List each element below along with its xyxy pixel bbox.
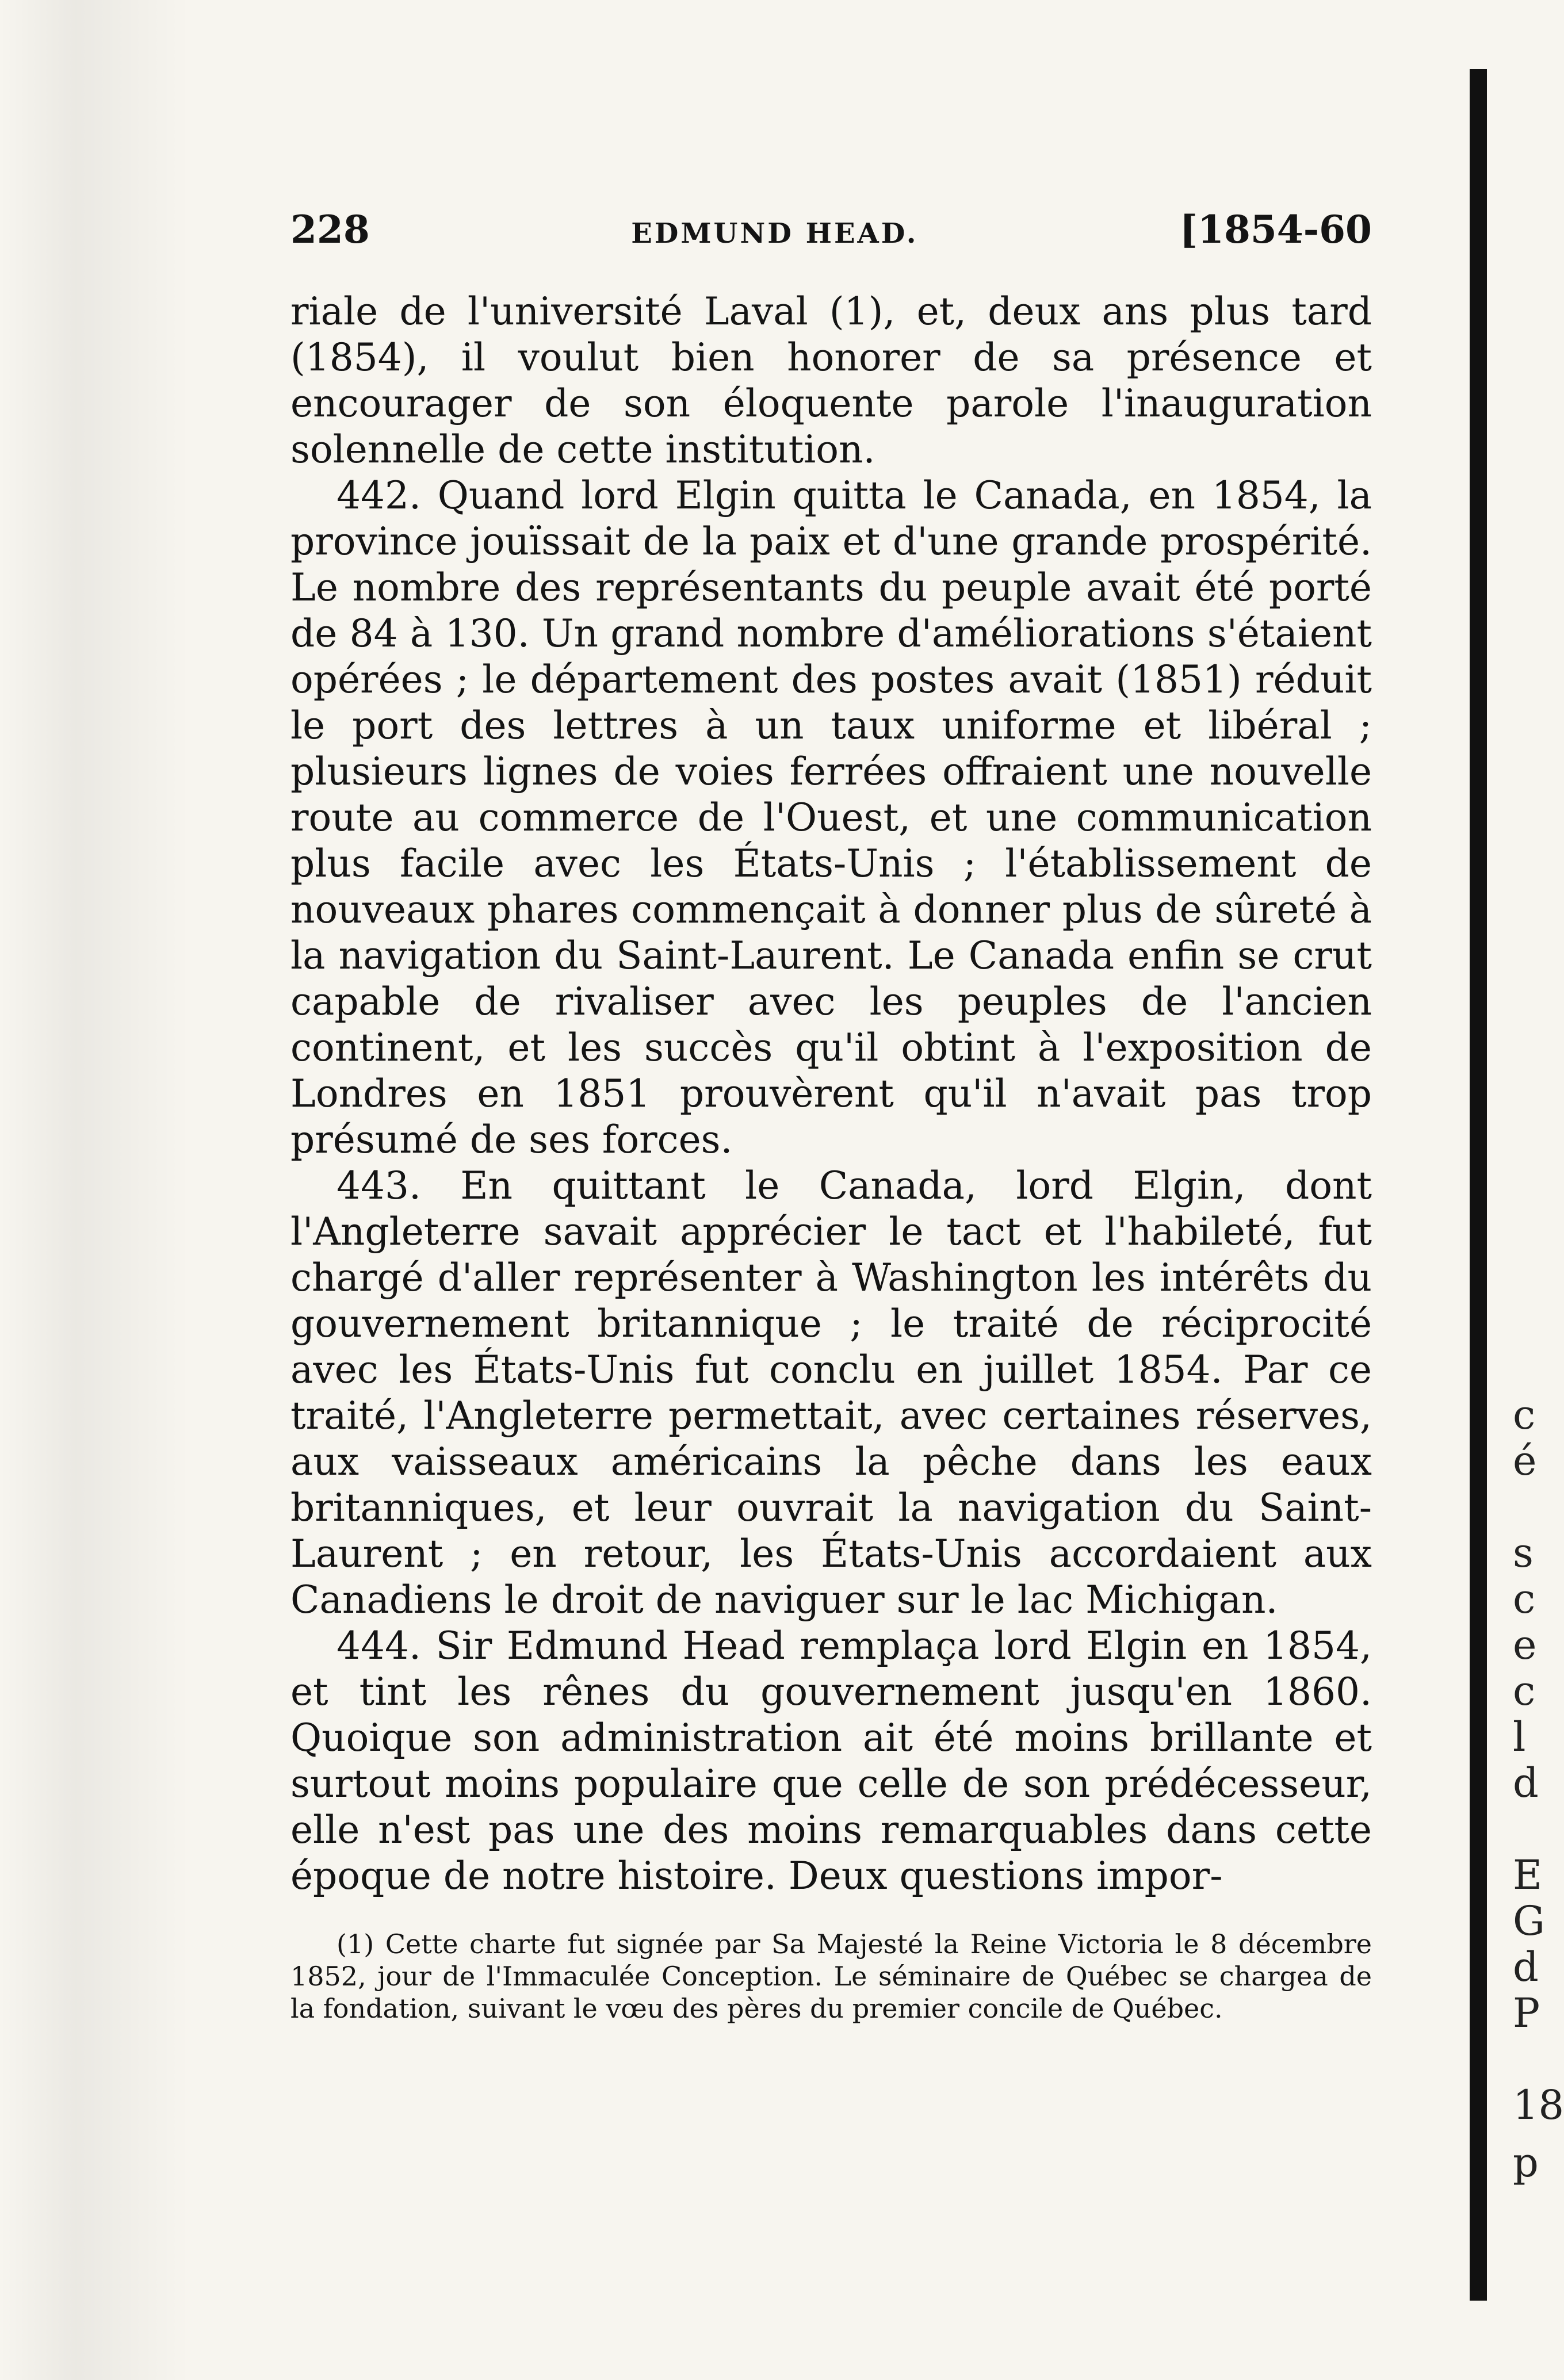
fragment: s: [1513, 1529, 1534, 1577]
page-left-edge: [0, 0, 190, 2380]
fragment: p: [1513, 2139, 1539, 2186]
page-number: 228: [290, 207, 370, 252]
fragment: 18: [1513, 2081, 1564, 2129]
fragment: c: [1513, 1575, 1536, 1623]
body-text: [290, 289, 1372, 1899]
fragment: P: [1513, 1989, 1540, 2037]
page-header: [290, 207, 1372, 252]
fragment: G: [1513, 1897, 1545, 1945]
fragment: c: [1513, 1667, 1536, 1715]
fragment: é: [1513, 1437, 1537, 1484]
paragraph-443: 443. En quittant le Canada, lord Elgin, dont l'Angleterre savait apprécier le tact et l'habileté, fut chargé d'aller représenter à Washington les intérêts du gouvernement britannique ; le traité de réciprocité avec les États-Unis fut conclu en juillet 1854. Par ce traité, l'Angleterre permettait, avec certaines réserves, aux vaisseaux américains la pêche dans les eaux britanniques, et leur ouvrait la navigation du Saint-Laurent ; en retour, les États-Unis accordaient aux Canadiens le droit de naviguer sur le lac Michigan.: [290, 1164, 1372, 1622]
book-page: [290, 207, 1372, 2025]
fragment: d: [1513, 1943, 1539, 1991]
fragment: c: [1513, 1391, 1536, 1438]
paragraph-442: 442. Quand lord Elgin quitta le Canada, en 1854, la province jouïssait de la paix et d'une grande prospérité. Le nombre des représentants du peuple avait été porté de 84 à 130. Un grand nombre d'améliorations s'étaient opérées ; le département des postes avait (1851) réduit le port des lettres à un taux uniforme et libéral ; plusieurs lignes de voies ferrées offraient une nouvelle route au commerce de l'Ouest, et une communication plus facile avec les États-Unis ; l'établissement de nouveaux phares commençait à donner plus de sûreté à la navigation du Saint-Laurent. Le Canada enfin se crut capable de rivaliser avec les peuples de l'ancien continent, et les succès qu'il obtint à l'exposition de Londres en 1851 prouvèrent qu'il n'avait pas trop présumé de ses forces.: [290, 473, 1372, 1162]
paragraph-continuation: riale de l'université Laval (1), et, deux ans plus tard (1854), il voulut bien honorer de sa présence et encourager de son éloquente parole l'inauguration solennelle de cette institution.: [290, 289, 1372, 472]
fragment: d: [1513, 1759, 1539, 1807]
fragment: e: [1513, 1621, 1537, 1669]
fragment: E: [1513, 1851, 1543, 1899]
running-title: EDMUND HEAD.: [631, 217, 919, 250]
date-range: [1854-60: [1179, 207, 1372, 252]
paragraph-444: 444. Sir Edmund Head remplaça lord Elgin en 1854, et tint les rênes du gouvernement jusqu'en 1860. Quoique son administration ait été moins brillante et surtout moins populaire que celle de son prédécesseur, elle n'est pas une des moins remarquables dans cette époque de notre histoire. Deux questions impor-: [290, 1624, 1372, 1898]
fragment: l: [1513, 1713, 1526, 1761]
footnote: (1) Cette charte fut signée par Sa Majesté la Reine Victoria le 8 décembre 1852, jour de l'Immaculée Conception. Le séminaire de Québec se chargea de la fondation, suivant le vœu des pères du premier concile de Québec.: [290, 1929, 1372, 2024]
binding-shadow: [1470, 69, 1487, 2301]
